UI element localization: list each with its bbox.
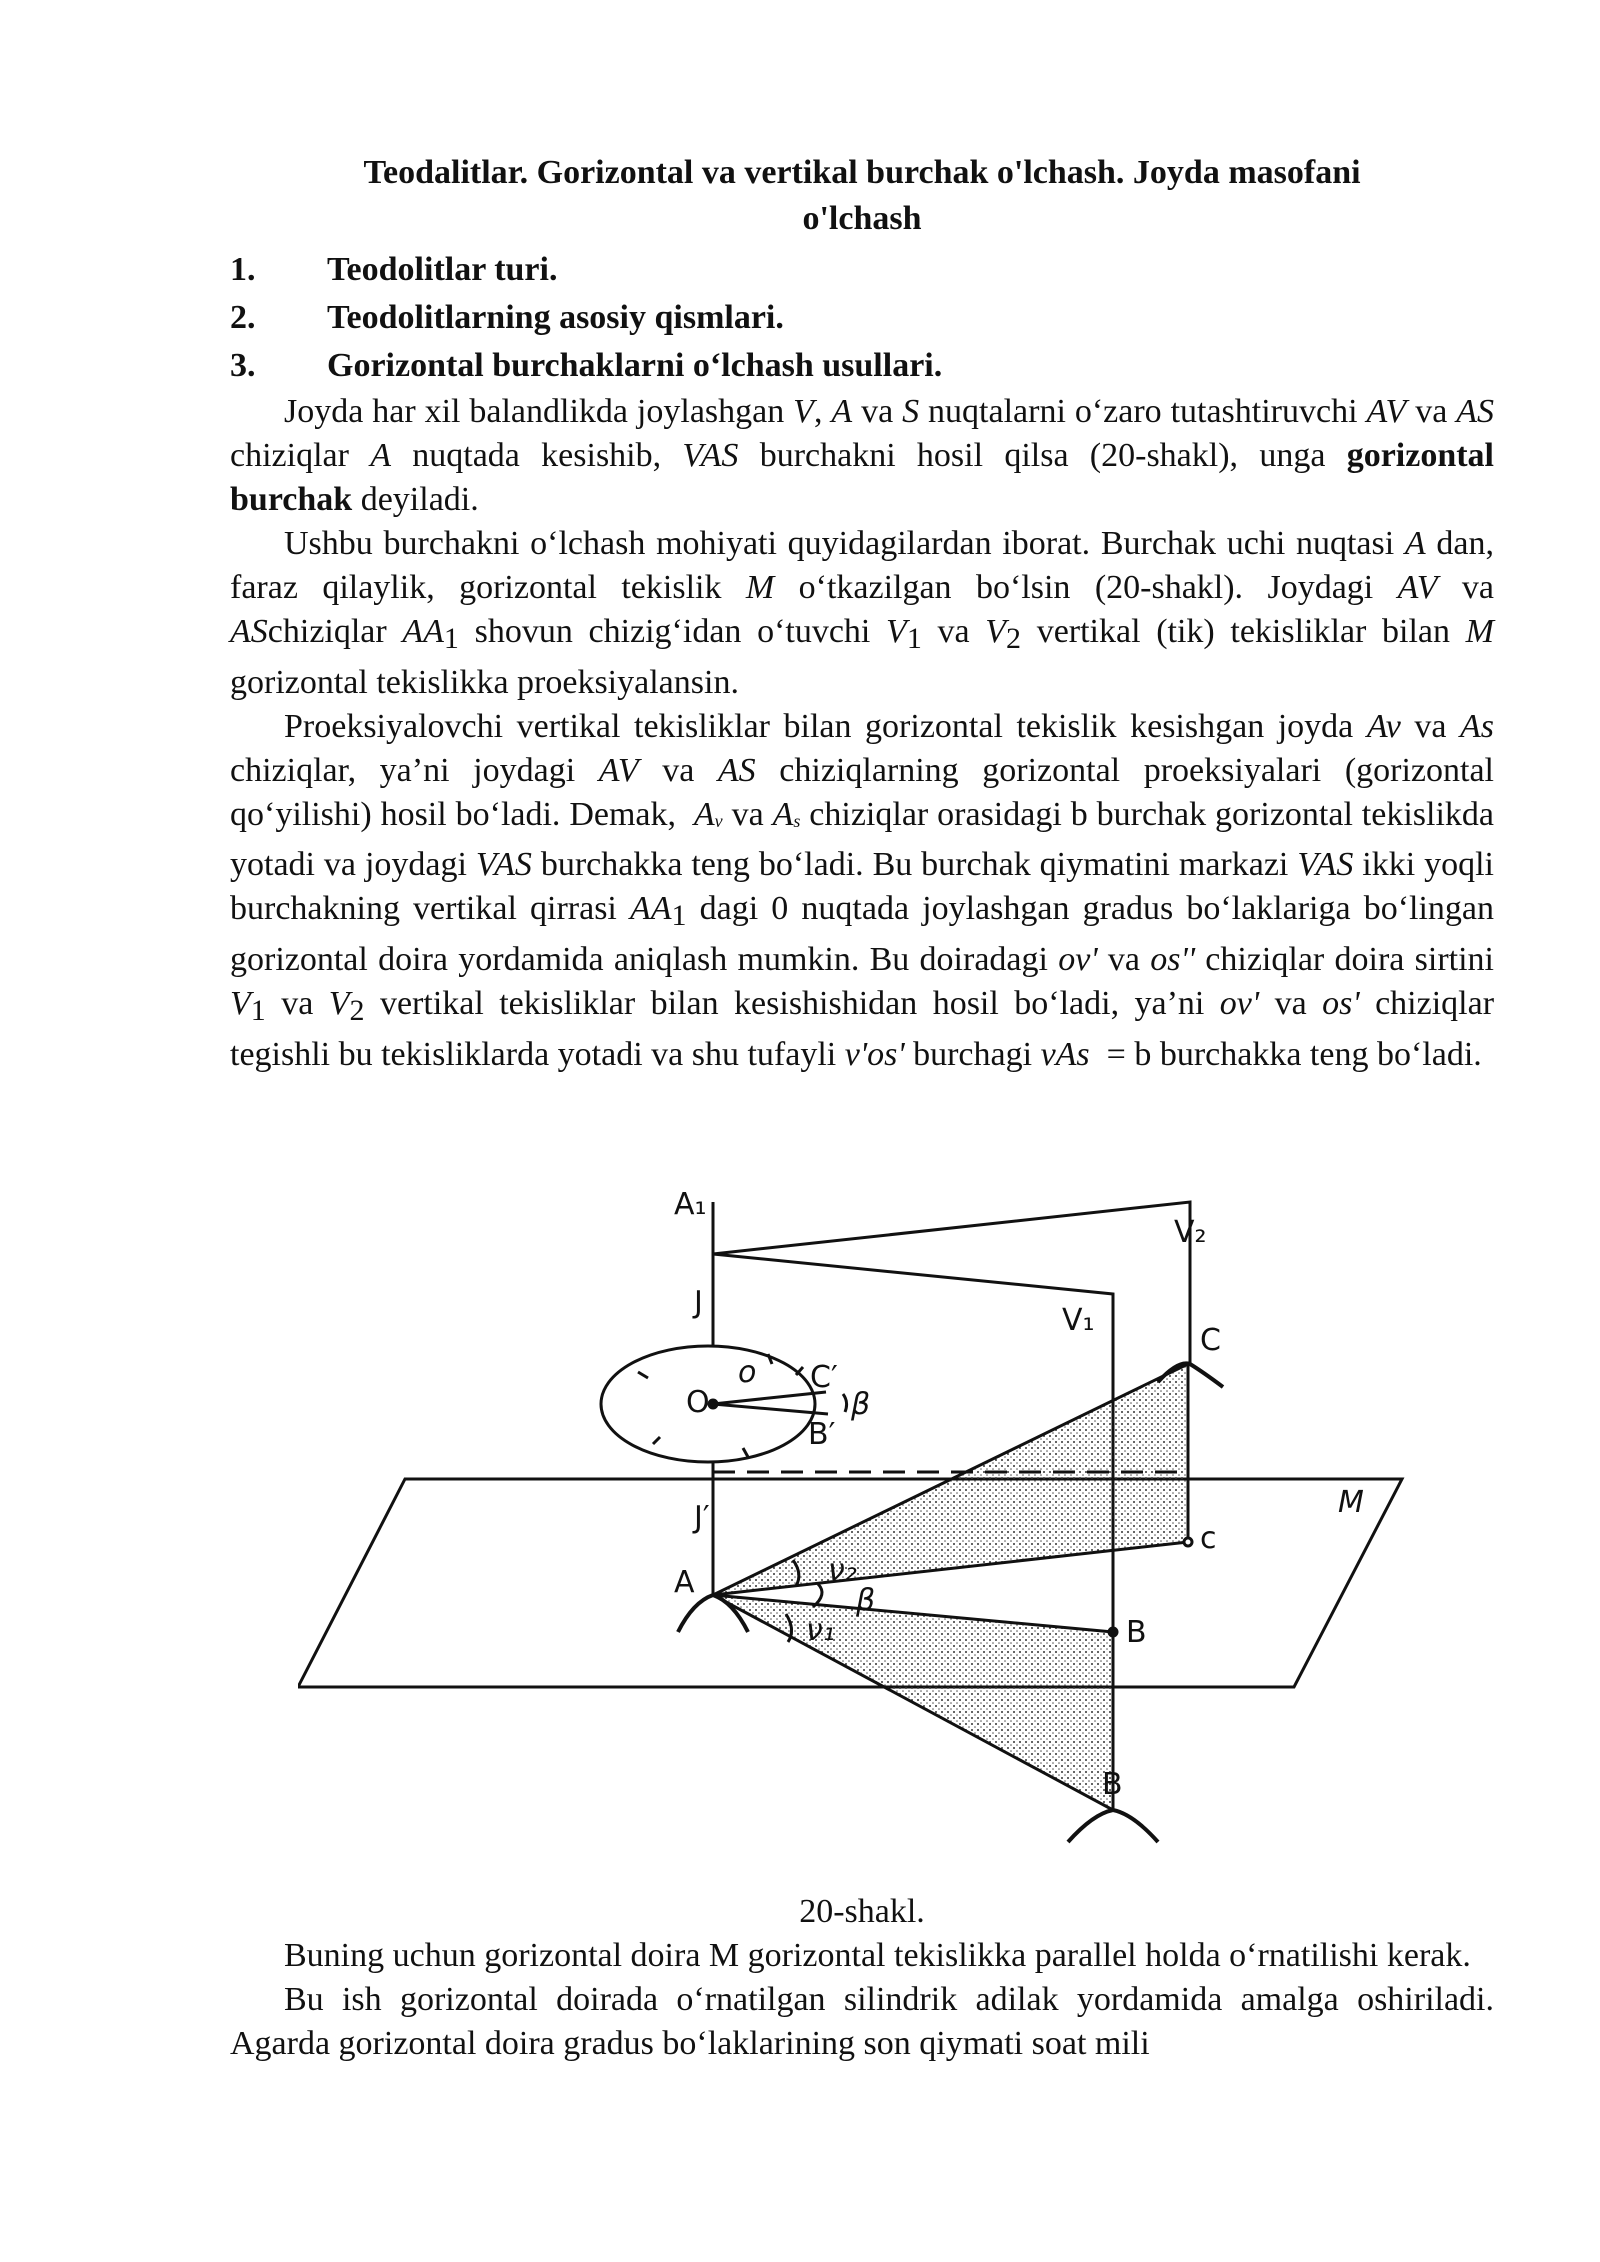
label-b-point: B (1126, 1615, 1147, 1650)
document-continuation (230, 1934, 1494, 2066)
label-nu1: ν₁ (806, 1613, 835, 1648)
label-a1: A₁ (674, 1187, 707, 1222)
label-beta-circle: β (851, 1387, 871, 1422)
title-line-2: o'lchash (802, 200, 922, 237)
label-a: A (674, 1565, 695, 1600)
label-v1: V₁ (1062, 1303, 1095, 1338)
list-item: 1. Teodolitlar turi. (230, 251, 558, 288)
list-item: 3. Gorizontal burchaklarni o‘lchash usullari. (230, 347, 943, 384)
label-o-center: O (686, 1385, 710, 1420)
list-item: 2. Teodolitlarning asosiy qismlari. (230, 299, 784, 336)
label-j: J (694, 1285, 703, 1320)
label-b-lower: B (1102, 1767, 1123, 1802)
label-c: C (1200, 1323, 1221, 1358)
paragraph-1: Joyda har xil balandlikda joylashgan V, A va S nuqtalarni o‘zaro tutashtiruvchi AV va AS chiziqlar A nuqtada kesishib, VAS burchakni hosil qilsa (20-shakl), unga gorizontal burchak deyiladi. (230, 393, 1495, 518)
plane-v2 (713, 1202, 1190, 1365)
figure-20 (298, 1182, 1432, 1870)
document-page (230, 150, 1494, 1077)
label-beta-plane: β (856, 1583, 876, 1618)
title-line-1: Teodalitlar. Gorizontal va vertikal burchak o'lchash. Joyda masofani (363, 154, 1361, 191)
figure-caption: 20-shakl. (799, 1893, 925, 1930)
paragraph-6: Bu ish gorizontal doirada o‘rnatilgan silindrik adilak yordamida amalga oshiriladi. Agarda gorizontal doira gradus bo‘laklarining son qiymati soat mili (230, 1981, 1494, 2062)
paragraph-5: Buning uchun gorizontal doira M gorizontal tekislikka parallel holda o‘rnatilishi kerak. (284, 1937, 1471, 1974)
paragraph-3: Proeksiyalovchi vertikal tekisliklar bilan gorizontal tekislik kesishgan joyda Av va As chiziqlar, ya’ni joydagi AV va AS chiziqlarning gorizontal proeksiyalari (gorizontal qo‘yilishi) hosil bo‘ladi. Demak, $A_v$ va $A_s$ chiziqlar orasidagi b burchak gorizontal tekislikda yotadi va joydagi VAS burchakka teng bo‘ladi. Bu burchak qiymatini markazi VAS ikki yoqli burchakning vertikal qirrasi $AA_1$ dagi 0 nuqtada joylashgan gradus bo‘laklariga bo‘lingan gorizontal doira yordamida aniqlash mumkin. Bu doiradagi ov' va os'' chiziqlar doira sirtini $V_1$ va $V_2$ vertikal tekisliklar bilan kesishishidan hosil bo‘ladi, ya’ni ov' va os' chiziqlar tegishli bu tekisliklarda yotadi va shu tufayli v'os' burchagi vAs = b burchakka teng bo‘ladi. (230, 708, 1495, 1073)
document-title (230, 150, 1494, 242)
label-j-prime: J′ (694, 1500, 710, 1535)
label-c-prime: C′ (810, 1360, 838, 1395)
label-c-small: c (1200, 1521, 1217, 1556)
label-b-prime: B′ (808, 1417, 836, 1452)
topic-list (230, 246, 1494, 390)
figure-drawing (298, 1182, 1432, 1870)
label-m: M (1338, 1485, 1364, 1520)
paragraph-2: Ushbu burchakni o‘lchash mohiyati quyidagilardan iborat. Burchak uchi nuqtasi A dan, faraz qilaylik, gorizontal tekislik M o‘tkazilgan bo‘lsin (20-shakl). Joydagi AV va ASchiziqlar $AA_1$ shovun chizig‘idan o‘tuvchi $V_1$ va $V_2$ vertikal (tik) tekisliklar bilan M gorizontal tekislikka proeksiyalansin. (230, 525, 1495, 701)
label-o-small: o (738, 1355, 757, 1390)
label-v2: V₂ (1174, 1215, 1207, 1250)
label-nu2: ν₂ (828, 1553, 857, 1588)
